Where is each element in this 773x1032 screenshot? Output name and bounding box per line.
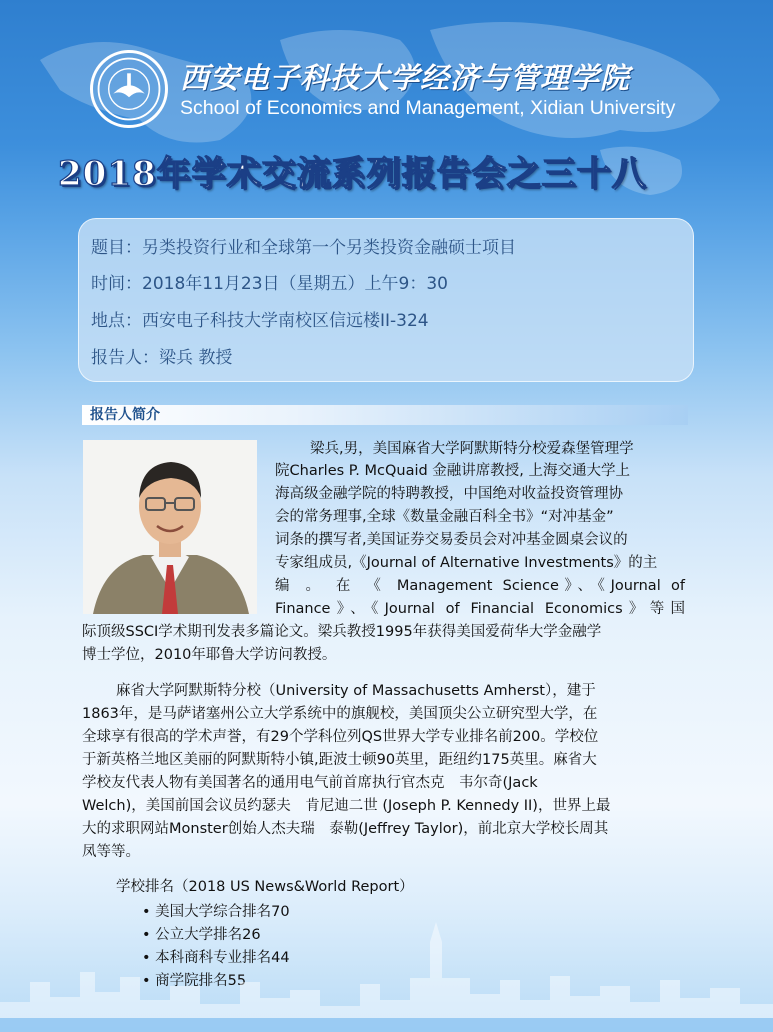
university-line-1: 麻省大学阿默斯特分校（University of Massachusetts Amherst），建于 (116, 683, 596, 699)
speaker-bio-heading: 报告人简介 (90, 407, 160, 423)
lecture-time: 时间：2018年11月23日（星期五）上午9：30 (91, 274, 448, 294)
bio-line-10: 博士学位，2010年耶鲁大学访问教授。 (82, 647, 337, 663)
bio-line-2: 院Charles P. McQuaid 金融讲席教授, 上海交通大学上 (275, 463, 631, 479)
lecture-topic: 题目：另类投资行业和全球第一个另类投资金融硕士项目 (91, 238, 516, 258)
bio-line-9: 际顶级SSCI学术期刊发表多篇论文。梁兵教授1995年获得美国爱荷华大学金融学 (82, 624, 602, 640)
ranking-item: • 美国大学综合排名70 (142, 904, 290, 920)
bio-line-5: 词条的撰写者,美国证券交易委员会对冲基金圆桌会议的 (275, 532, 628, 548)
bio-line-1: 梁兵,男，美国麻省大学阿默斯特分校爱森堡管理学 (310, 441, 634, 457)
bio-line-4: 会的常务理事,全球《数量金融百科全书》“对冲基金” (275, 509, 614, 525)
city-skyline-decoration (0, 882, 773, 1032)
speaker-portrait (83, 440, 257, 614)
lecture-speaker: 报告人：梁兵 教授 (91, 348, 233, 368)
school-name-english: School of Economics and Management, Xidian University (180, 97, 676, 119)
university-line-5: 学校友代表人物有美国著名的通用电气前首席执行官杰克 韦尔奇(Jack (82, 775, 538, 791)
bio-line-8: Finance》、《Journal of Financial Economics》等国 (275, 601, 685, 617)
university-line-7: 大的求职网站Monster创始人杰夫瑞 泰勒(Jeffrey Taylor)，前北京大学校长周其 (82, 821, 609, 837)
lecture-series-title: 2018年学术交流系列报告会之三十八 (58, 154, 647, 194)
university-line-2: 1863年，是马萨诸塞州公立大学系统中的旗舰校，美国顶尖公立研究型大学，在 (82, 706, 598, 722)
university-line-3: 全球享有很高的学术声誉，有29个学科位列QS世界大学专业排名前200。学校位 (82, 729, 599, 745)
university-line-8: 凤等等。 (82, 844, 140, 860)
ranking-item: • 商学院排名55 (142, 973, 247, 989)
rankings-title: 学校排名（2018 US News&World Report） (116, 879, 414, 895)
lecture-place: 地点：西安电子科技大学南校区信远楼II-324 (91, 311, 429, 331)
bio-line-7: 编 。 在 《 Management Science》、《Journal of (275, 578, 685, 594)
bio-line-6: 专家组成员,《Journal of Alternative Investments》的主 (275, 555, 658, 571)
ranking-item: • 公立大学排名26 (142, 927, 261, 943)
ranking-item: • 本科商科专业排名44 (142, 950, 290, 966)
university-line-6: Welch)，美国前国会议员约瑟夫 肯尼迪二世 (Joseph P. Kennedy II)，世界上最 (82, 798, 611, 814)
lecture-info-box (78, 218, 694, 382)
school-name-chinese: 西安电子科技大学经济与管理学院 (180, 61, 631, 95)
bio-line-3: 海高级金融学院的特聘教授，中国绝对收益投资管理协 (275, 486, 623, 502)
university-seal-logo (90, 50, 168, 128)
university-line-4: 于新英格兰地区美丽的阿默斯特小镇,距波士顿90英里，距纽约175英里。麻省大 (82, 752, 597, 768)
section-heading-bar (82, 405, 688, 425)
